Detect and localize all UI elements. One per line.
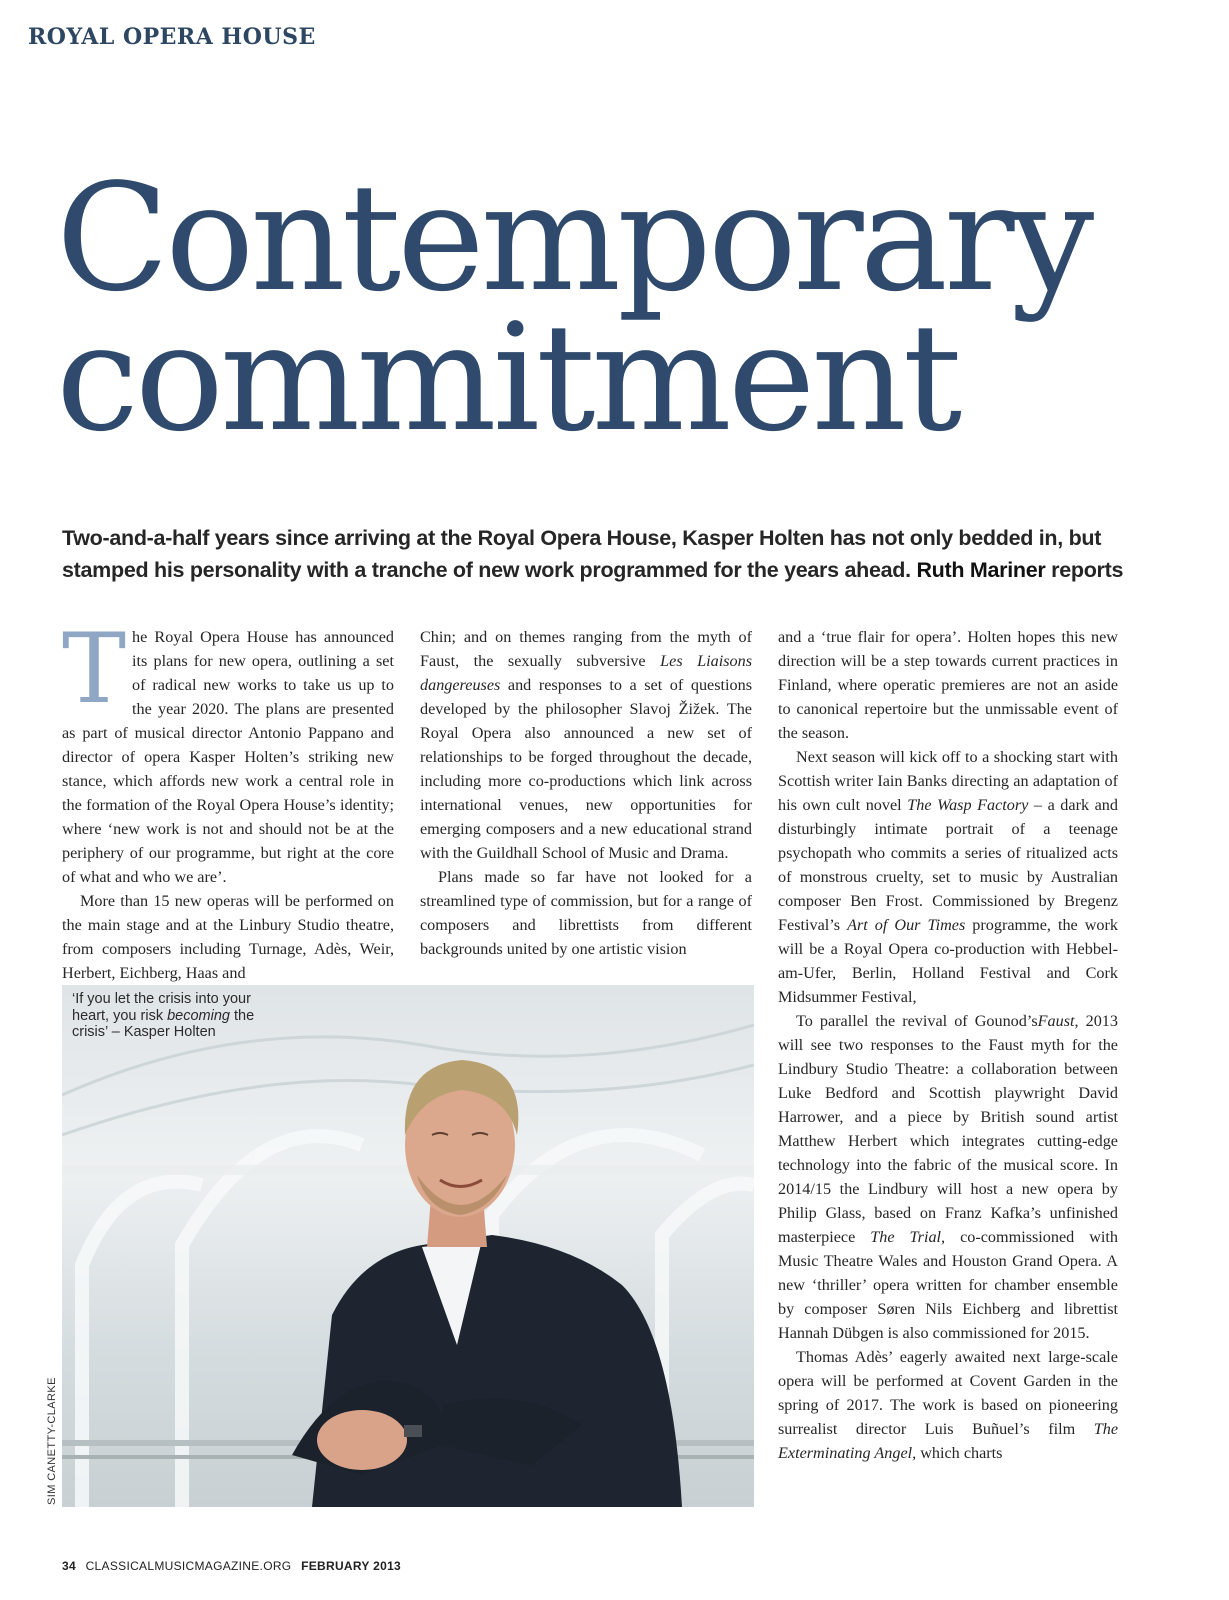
drop-cap: T: [62, 613, 127, 725]
paragraph-text: , 2013 will see two responses to the Faust myth for the Lindbury Studio Theatre: a collaboration between Luke Bedford and Scottish playwright David Harrower, and a piece by British sound artist Matthew Herbert which integrates cutting-edge technology into the fabric of the musical score. In 2014/15 the Lindbury will host a new opera by Philip Glass, based on Franz Kafka’s unfinished masterpiece: [778, 1012, 1118, 1246]
magazine-url: CLASSICALMUSICMAGAZINE.ORG: [85, 1559, 292, 1573]
portrait-photo: [62, 985, 754, 1507]
headline: [56, 152, 1216, 464]
paragraph-text: he Royal Opera House has announced its plans for new opera, outlining a set of radical new works to take us up to the year 2020. The plans are presented as part of musical director Antonio Pappano and director of opera Kasper Holten’s striking new stance, which affords new work a central role in the formation of the Royal Opera House’s identity; where ‘new work is not and should not be at the periphery of our programme, but right at the core of what and who we are’.: [62, 628, 394, 886]
paragraph-text: Chin; and on themes ranging from the myth of Faust, the sexually subversive: [420, 628, 752, 670]
caption-text: the crisis’ – Kasper Holten: [72, 1007, 255, 1040]
page-number: 34: [62, 1559, 76, 1573]
photo-credit: SIM CANETTY-CLARKE: [46, 1377, 58, 1505]
paragraph: [778, 745, 1118, 1009]
headline-line-1: Contemporary: [56, 152, 1091, 324]
paragraph: [420, 625, 752, 865]
paragraph-text: Thomas Adès’ eagerly awaited next large-scale opera will be performed at Covent Garden in the spring of 2017. The work is based on pioneering surrealist director Luis Buñuel’s film: [778, 1348, 1118, 1438]
paragraph: More than 15 new operas will be performed on the main stage and at the Linbury Studio theatre, from composers including Turnage, Adès, Weir, Herbert, Eichberg, Haas and: [62, 892, 394, 982]
paragraph-text: To parallel the revival of Gounod’s: [796, 1012, 1038, 1030]
standfirst-suffix: reports: [1051, 558, 1124, 582]
caption-emphasis: becoming: [167, 1007, 230, 1024]
paragraph: [778, 1009, 1118, 1345]
standfirst: [62, 522, 1192, 586]
paragraph: [778, 1345, 1118, 1465]
section-label: ROYAL OPERA HOUSE: [28, 24, 316, 50]
paragraph-text: co-commissioned with Music Theatre Wales and Houston Grand Opera. A new ‘thriller’ opera written for chamber ensemble by composer Søren Nils Eichberg and librettist Hannah Dübgen is also commissioned for 2015.: [778, 1228, 1119, 1342]
article-column-1: [62, 613, 394, 985]
paragraph-text: which charts: [920, 1444, 1003, 1462]
paragraph-text: programme, the work will be a Royal Opera co-production with Hebbel-am-Ufer, Berlin, Holland Festival and Cork Midsummer Festival,: [778, 916, 1119, 1006]
photo-illustration: [62, 985, 754, 1507]
issue-date: FEBRUARY 2013: [301, 1559, 402, 1573]
article-column-3: [778, 625, 1118, 1465]
work-title: The Wasp Factory: [907, 796, 1029, 814]
paragraph-text: and responses to a set of questions developed by the philosopher Slavoj Žižek. The Royal Opera also announced a new set of relationships to be forged throughout the decade, including more co-productions which link across international venues, new opportunities for emerging composers and a new educational strand with the Guildhall School of Music and Drama.: [420, 676, 753, 862]
article-column-2: [420, 625, 752, 961]
paragraph-text: Next season will kick off to a shocking start with Scottish writer Iain Banks directing an adaptation of his own cult novel: [778, 748, 1118, 814]
paragraph-text: – a dark and disturbingly intimate portrait of a teenage psychopath who commits a series of ritualized acts of monstrous cruelty, set to music by Australian composer Ben Frost. Commissioned by Bregenz Festival’s: [778, 796, 1118, 934]
paragraph: [62, 613, 394, 889]
standfirst-text: Two-and-a-half years since arriving at the Royal Opera House, Kasper Holten has not only bedded in, but stamped his personality with a tranche of new work programmed for the years ahead.: [62, 526, 1102, 582]
work-title: Faust: [1037, 1012, 1075, 1030]
paragraph: Plans made so far have not looked for a streamlined type of commission, but for a range of composers and librettists from different backgrounds united by one artistic vision: [420, 868, 752, 958]
work-title: The Trial,: [870, 1228, 946, 1246]
paragraph: and a ‘true flair for opera’. Holten hopes this new direction will be a step towards current practices in Finland, where operatic premieres are not an aside to canonical repertoire but the unmissable event of the season.: [778, 628, 1118, 742]
work-title: Art of Our Times: [847, 916, 966, 934]
author-name: Ruth Mariner: [916, 558, 1046, 582]
headline-line-2: commitment: [56, 292, 959, 464]
photo-caption: [72, 991, 257, 1041]
caption-text: ‘If you let the crisis into your heart, you risk: [72, 991, 251, 1024]
work-title: Les Liaisons dangereuses: [420, 652, 752, 694]
work-title: The Exterminating Angel,: [778, 1420, 1118, 1462]
page-footer: [62, 1559, 407, 1573]
